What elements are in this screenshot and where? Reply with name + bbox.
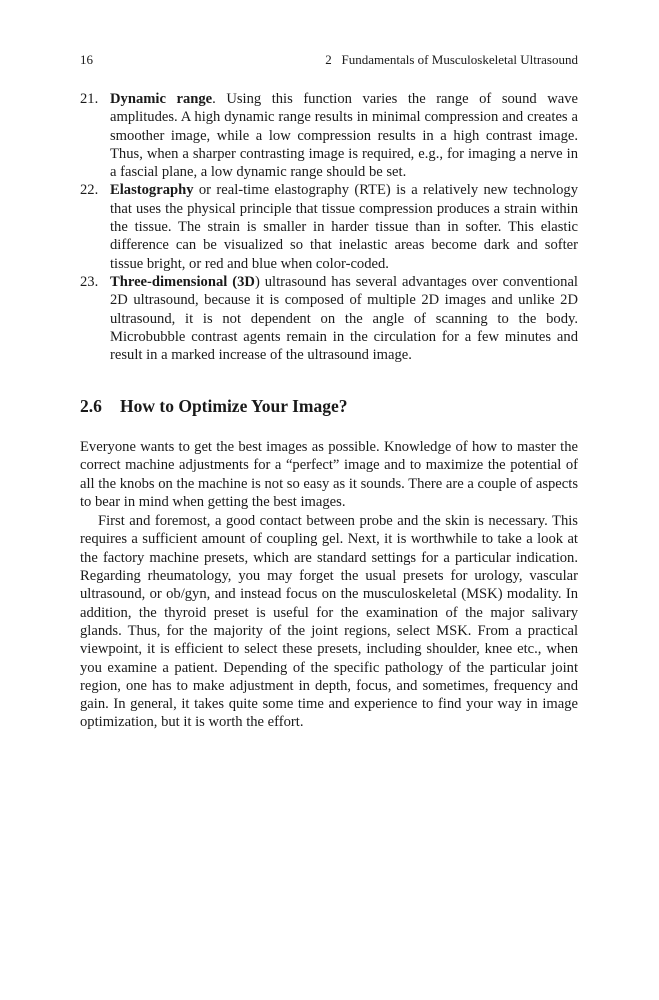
- list-item-number: 21.: [80, 91, 99, 107]
- list-item-term: Three-dimensional (3D: [110, 273, 255, 290]
- list-item: [80, 181, 578, 272]
- list-item-term: Elastography: [110, 182, 194, 199]
- list-item-term: Dynamic range: [110, 91, 213, 107]
- paragraph: First and foremost, a good contact between probe and the skin is necessary. This requires a sufficient amount of coupling gel. Next, it is worthwhile to take a look at the factory machine presets, which are standard settings for a particular indication. Regarding rheumatology, you may forget the usual presets for urology, vascular ultrasound, or ob/gyn, and instead focus on the musculoskeletal (MSK) modality. In addition, the thyroid preset is useful for the examination of the major salivary glands. Thus, for the majority of the joint regions, select MSK. From a practical viewpoint, it is efficient to select these presets, including shoulder, knee etc., when you examine a patient. Depending of the specific pathology of the particular joint region, one has to make adjustment in depth, focus, and sometimes, frequency and gain. In general, it takes quite some time and experience to find your way in image optimization, but it is worth the effort.: [80, 513, 578, 731]
- page-header: [80, 52, 578, 68]
- list-item-number: 22.: [80, 182, 99, 199]
- section-title: How to Optimize Your Image?: [120, 396, 348, 416]
- list-item-text: or real-time elastography (RTE) is a relatively new technology that uses the physical principle that tissue compression produces a strain within the tissue. The strain is smaller in harder tissue than in softer. This elastic difference can be visualized so that inelastic areas become dark and softer tissue bright, or red and blue when color-coded.: [110, 182, 578, 272]
- section-heading: [80, 395, 578, 417]
- list-item-text: . Using this function varies the range of sound wave amplitudes. A high dynamic range results in minimal compression and creates a smoother image, while a low compression results in a high contrast image. Thus, when a sharper contrasting image is required, e.g., for imaging a nerve in a fascial plane, a low dynamic range should be set.: [110, 91, 578, 181]
- section-number: 2.6: [80, 396, 102, 416]
- paragraph: Everyone wants to get the best images as possible. Knowledge of how to master the correct machine adjustments for a “perfect” image and to maximize the potential of all the knobs on the machine is not so easy as it sounds. There are a couple of aspects to bear in mind when getting the best images.: [80, 439, 578, 510]
- list-item-text: ) ultrasound has several advantages over conventional 2D ultrasound, because it is composed of multiple 2D images and unlike 2D ultrasound, it is not dependent on the angle of scanning to the body. Microbubble contrast agents remain in the circulation for a few minutes and result in a marked increase of the ultrasound image.: [110, 273, 578, 364]
- page-number: 16: [80, 52, 93, 67]
- list-item: [80, 273, 578, 364]
- body-text: [80, 438, 578, 732]
- numbered-list: [80, 90, 578, 364]
- list-item: [80, 90, 578, 181]
- list-item-number: 23.: [80, 273, 99, 290]
- running-title: 2 Fundamentals of Musculoskeletal Ultrasound: [325, 52, 578, 67]
